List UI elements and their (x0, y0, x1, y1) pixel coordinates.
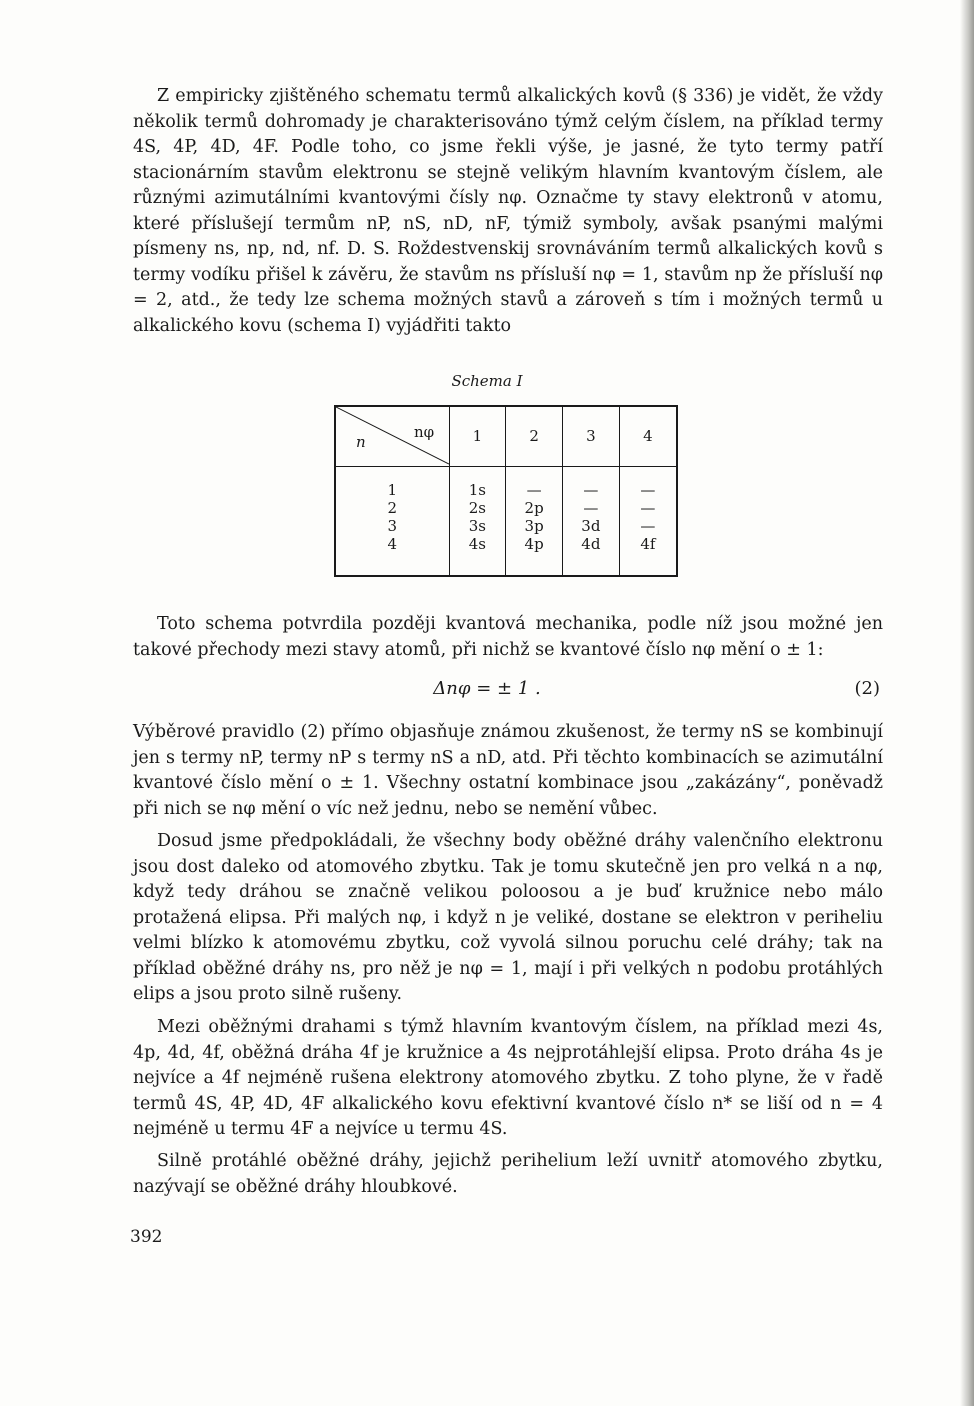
corner-header-cell (336, 407, 449, 466)
column-3-cell: — — 3d 4d (563, 466, 620, 575)
paragraph-6: Silně protáhlé oběžné dráhy, jejichž perihelium leží uvnitř atomového zbytku, nazývají se oběžné dráhy hloubkové. (133, 1151, 883, 1197)
n-values-cell: 1 2 3 4 (387, 480, 398, 553)
page-edge-shadow (960, 0, 974, 1406)
equation-number: (2) (854, 678, 880, 699)
paragraph-3: Výběrové pravidlo (2) přímo objasňuje známou zkušenost, že termy nS se kombinují jen s termy nP, termy nP s termy nS a nD, atd. Při těchto kombinacích se azimutální kvantové číslo mění o ± 1. Všechny ostatní kombinace jsou „zakázány“, poněvadž při nich se nφ mění o víc než jednu, nebo se nemění vůbec. (133, 722, 883, 819)
column-4-cell: — — — 4f (619, 466, 676, 575)
equation-expression: Δnφ = ± 1 . (433, 678, 541, 699)
page-number: 392 (130, 1227, 163, 1247)
schema-caption: Schema I (451, 372, 523, 390)
paragraph-2: Toto schema potvrdila později kvantová mechanika, podle níž jsou možné jen takové přechody mezi stavy atomů, při nichž se kvantové číslo nφ mění o ± 1: (133, 614, 883, 660)
equation-2 (0, 678, 974, 699)
schema-table (334, 405, 678, 577)
column-2-cell: — 2p 3p 4p (506, 466, 563, 575)
column-header-1: 1 (449, 407, 506, 466)
paragraph-1: Z empiricky zjištěného schematu termů alkalických kovů (§ 336) je vidět, že vždy několik termů dohromady je charakterisováno týmž celým číslem, na příklad termy 4S, 4P, 4D, 4F. Podle toho, co jsme řekli výše, je jasné, že tyto termy patří stacionárním stavům elektronu se stejně velikým hlavním kvantovým číslem, ale různými azimutálními kvantovými čísly nφ. Označme ty stavy elektronů v atomu, které příslušejí termům nP, nS, nD, nF, týmiž symboly, avšak psanými malými písmeny ns, np, nd, nf. D. S. Roždestvenskij srovnáváním termů alkalických kovů s termy vodíku přišel k závěru, že stavům ns přísluší nφ = 1, stavům np že přísluší nφ = 2, atd., že tedy lze schema možných stavů a zároveň s tím i možných termů u alkalického kovu (schema I) vyjádřiti takto (133, 86, 883, 336)
column-header-2: 2 (506, 407, 563, 466)
row-axis-label: n (356, 433, 366, 451)
column-1-cell: 1s 2s 3s 4s (449, 466, 506, 575)
column-header-4: 4 (619, 407, 676, 466)
column-axis-label: nφ (414, 423, 435, 441)
column-header-3: 3 (563, 407, 620, 466)
paragraph-4: Dosud jsme předpokládali, že všechny body oběžné dráhy valenčního elektronu jsou dost daleko od atomového zbytku. Tak je tomu skutečně jen pro velká n a nφ, když tedy dráhou se značně velikou poloosou a je buď kružnice nebo málo protažená elipsa. Při malých nφ, i když n je veliké, dostane se elektron v periheliu velmi blízko k atomovému zbytku, což vyvolá silnou poruchu celé dráhy; tak na příklad oběžné dráhy ns, pro něž je nφ = 1, mají i při velkých n podobu protáhlých elips a jsou proto silně rušeny. (133, 831, 883, 1004)
paragraph-5: Mezi oběžnými drahami s týmž hlavním kvantovým číslem, na příklad mezi 4s, 4p, 4d, 4f, oběžná dráha 4f je kružnice a 4s nejprotáhlejší elipsa. Proto dráha 4s je nejvíce a 4f nejméně rušena elektrony atomového zbytku. Z toho plyne, že v řadě termů 4S, 4P, 4D, 4F alkalického kovu efektivní kvantové číslo n* se liší od n = 4 nejméně u termu 4F a nejvíce u termu 4S. (133, 1017, 883, 1139)
